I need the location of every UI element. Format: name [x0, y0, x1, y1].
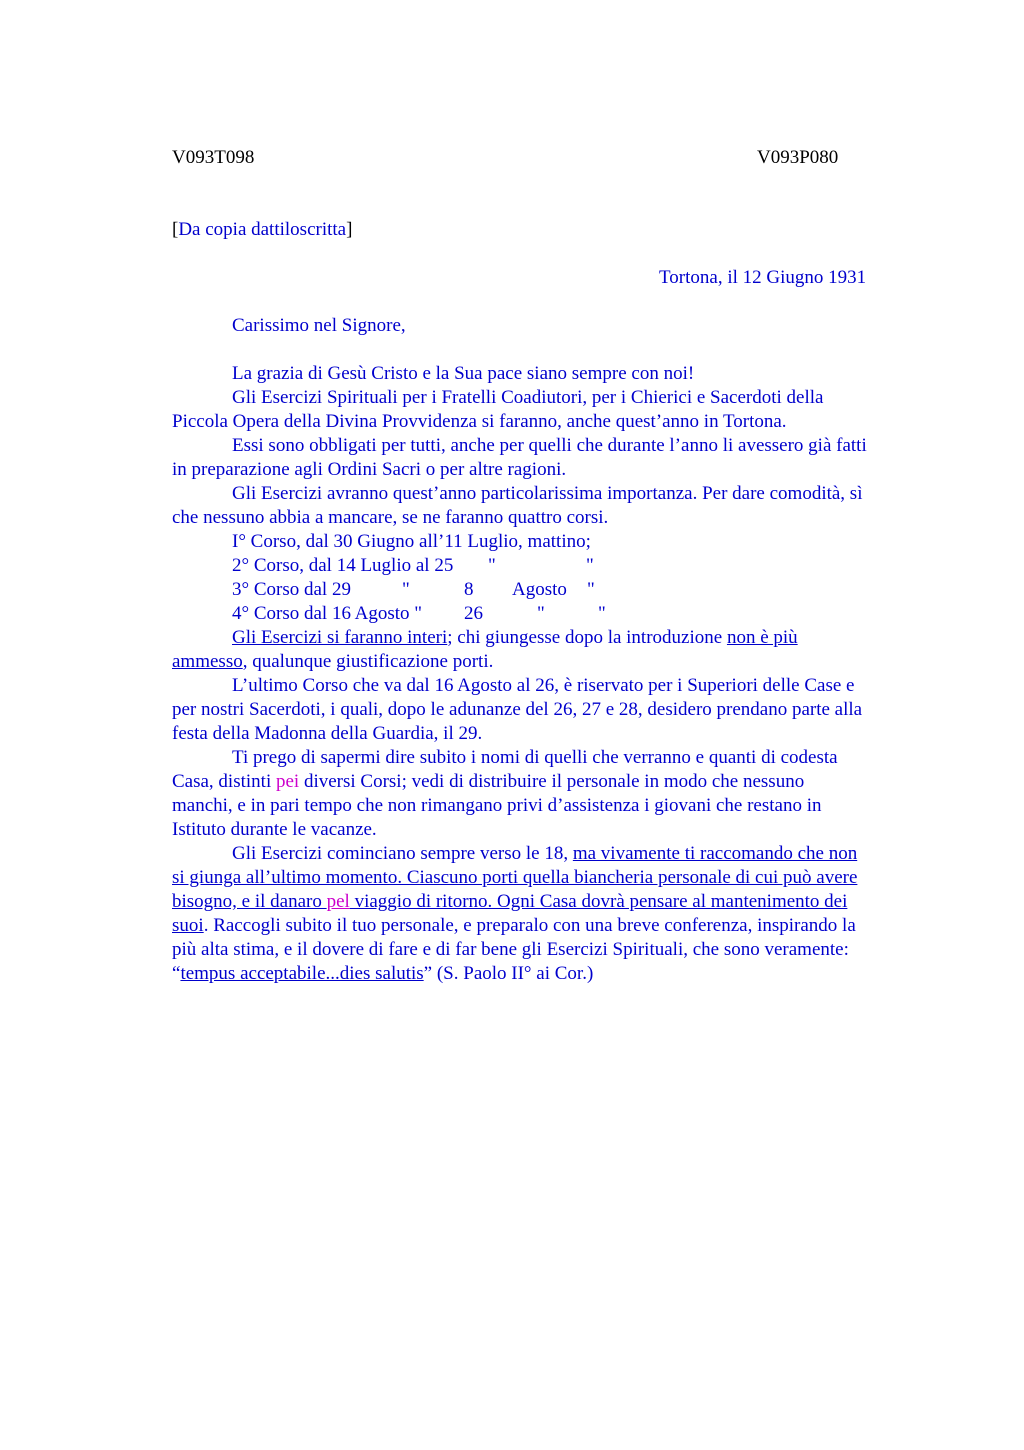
body-line: La grazia di Gesù Cristo e la Sua pace siano sempre con noi!	[232, 363, 695, 384]
ditto-mark: "	[488, 555, 496, 576]
source-note-text: Da copia dattiloscritta	[178, 219, 347, 240]
underlined-text: Gli Esercizi si faranno interi	[232, 627, 448, 648]
body-line: Essi sono obbligati per tutti, anche per quelli che durante l’anno li avessero già fatti	[232, 435, 867, 456]
highlighted-word: pel	[326, 891, 350, 912]
source-note-open-bracket: [	[172, 219, 179, 240]
body-line	[172, 770, 804, 794]
letter-salutation: Carissimo nel Signore,	[232, 315, 406, 336]
source-note-close-bracket: ]	[346, 219, 353, 240]
ditto-mark: "	[537, 603, 545, 624]
ditto-mark: "	[587, 579, 595, 600]
body-text: , qualunque giustificazione porti.	[242, 651, 494, 672]
body-line: che nessuno abbia a mancare, se ne faranno quattro corsi.	[172, 507, 609, 528]
body-text: diversi Corsi; vedi di distribuire il personale in modo che nessuno	[299, 771, 805, 792]
body-text: Gli Esercizi cominciano sempre verso le 18,	[232, 843, 573, 864]
course-line-4	[232, 602, 632, 626]
underlined-text: ma vivamente ti raccomando che non	[572, 843, 858, 864]
course-3-end-day: 8	[464, 579, 474, 600]
ditto-mark: "	[586, 555, 594, 576]
source-note	[172, 218, 352, 242]
body-line: L’ultimo Corso che va dal 16 Agosto al 26, è riservato per i Superiori delle Case e	[232, 675, 855, 696]
body-text: ” (S. Paolo II° ai Cor.)	[423, 963, 594, 984]
ditto-mark: "	[402, 579, 410, 600]
course-4-end-day: 26	[464, 603, 483, 624]
body-line: manchi, e in pari tempo che non rimangano privi d’assistenza i giovani che restano in	[172, 795, 822, 816]
body-line	[172, 650, 493, 674]
document-code-left: V093T098	[172, 147, 255, 168]
body-text: ; chi giungesse dopo la introduzione	[447, 627, 727, 648]
body-line: Gli Esercizi avranno quest’anno particolarissima importanza. Per dare comodità, sì	[232, 483, 863, 504]
body-text: . Raccogli subito il tuo personale, e preparalo con una breve conferenza, inspirando la	[203, 915, 856, 936]
body-line: in preparazione agli Ordini Sacri o per altre ragioni.	[172, 459, 567, 480]
body-line	[172, 962, 593, 986]
underlined-text: ammesso	[172, 651, 243, 672]
underlined-text: tempus acceptabile...dies salutis	[180, 963, 424, 984]
course-2-dates: 2° Corso, dal 14 Luglio al 25	[232, 555, 454, 576]
course-4-dates: 4° Corso dal 16 Agosto "	[232, 603, 423, 624]
underlined-text: bisogno, e il danaro	[172, 891, 327, 912]
body-text: “	[172, 963, 181, 984]
highlighted-word: pei	[275, 771, 300, 792]
body-text: Casa, distinti	[172, 771, 276, 792]
body-line: più alta stima, e il dovere di fare e di far bene gli Esercizi Spirituali, che sono veramente:	[172, 939, 849, 960]
underlined-text: suoi	[172, 915, 204, 936]
body-line	[232, 842, 857, 866]
body-line: Piccola Opera della Divina Provvidenza si faranno, anche quest’anno in Tortona.	[172, 411, 787, 432]
body-line	[172, 866, 857, 890]
course-3-month: Agosto	[512, 579, 567, 600]
body-line: Gli Esercizi Spirituali per i Fratelli Coadiutori, per i Chierici e Sacerdoti della	[232, 387, 824, 408]
course-3-dates: 3° Corso dal 29	[232, 579, 351, 600]
body-line	[232, 626, 798, 650]
letter-date: Tortona, il 12 Giugno 1931	[659, 267, 867, 288]
underlined-text: si giunga all’ultimo momento. Ciascuno porti quella biancheria personale di cui può avere	[172, 867, 858, 888]
course-line-2	[232, 554, 632, 578]
body-line: per nostri Sacerdoti, i quali, dopo le adunanze del 26, 27 e 28, desidero prendano parte alla	[172, 699, 863, 720]
underlined-text: viaggio di ritorno. Ogni Casa dovrà pensare al mantenimento dei	[349, 891, 848, 912]
body-line: festa della Madonna della Guardia, il 29.	[172, 723, 483, 744]
underlined-text: non è più	[726, 627, 798, 648]
course-line-3	[232, 578, 632, 602]
body-line: Ti prego di sapermi dire subito i nomi di quelli che verranno e quanti di codesta	[232, 747, 838, 768]
course-line-1: I° Corso, dal 30 Giugno all’11 Luglio, mattino;	[232, 531, 591, 552]
body-line	[172, 914, 856, 938]
body-line	[172, 890, 847, 914]
ditto-mark: "	[598, 603, 606, 624]
body-line: Istituto durante le vacanze.	[172, 819, 377, 840]
document-code-right: V093P080	[757, 147, 839, 168]
